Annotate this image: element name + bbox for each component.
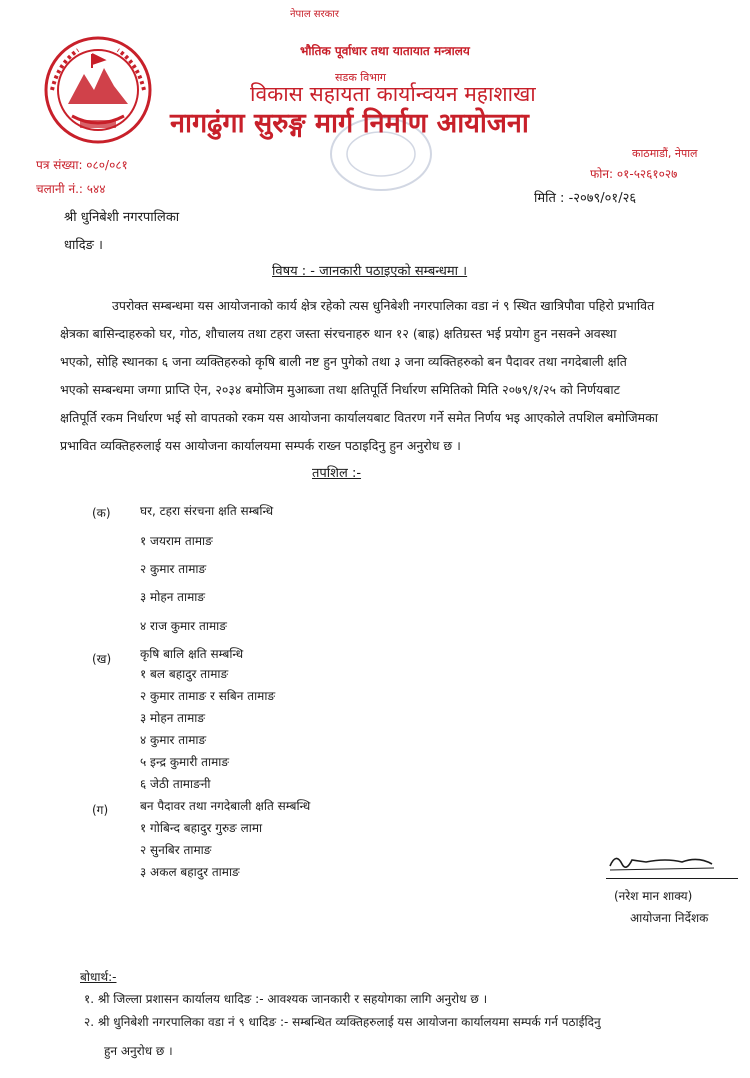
body-line: क्षेत्रका बासिन्दाहरुको घर, गोठ, शौचालय तथा टहरा जस्ता संरचनाहरु थान १२ (बाह्र) क्षतिग्रस्त भई प्रयोग हुन नसक्ने अवस्था: [60, 326, 617, 341]
signatory-title: आयोजना निर्देशक: [630, 911, 709, 925]
body-line: प्रभावित व्यक्तिहरुलाई यस आयोजना कार्यालयमा सम्पर्क राख्न पठाइदिनु हुन अनुरोध छ ।: [60, 438, 461, 453]
office-city: काठमाडौं, नेपाल: [632, 147, 698, 160]
recipient-name: श्री धुनिबेशी नगरपालिका: [64, 210, 180, 225]
handwritten-signature: [606, 848, 718, 876]
recipient-district: धादिङ ।: [64, 238, 103, 253]
list-item: २ कुमार तामाङ र सबिन तामाङ: [140, 689, 276, 703]
body-line: क्षतिपूर्ति रकम निर्धारण भई सो वापतको रकम यस आयोजना कार्यालयबाट वितरण गर्ने समेत निर्णय भइ आएकोले तपशिल बमोजिमका: [60, 410, 658, 425]
letter-body: [60, 292, 720, 460]
section-title: कृषि बालि क्षति सम्बन्धि: [140, 647, 244, 661]
cc-label: बोधार्थ:-: [80, 970, 117, 984]
section-marker: (क): [92, 506, 111, 520]
signatory-name: (नरेश मान शाक्य): [614, 889, 693, 903]
project-title: नागढुंगा सुरुङ्ग मार्ग निर्माण आयोजना: [170, 108, 529, 139]
body-line: भएको सम्बन्धमा जग्गा प्राप्ति ऐन, २०३४ बमोजिम मुआब्जा तथा क्षतिपूर्ति निर्धारण समितिको मिति २०७९/१/२५ को निर्णयबाट: [60, 382, 620, 397]
office-phone: फोन: ०१-५२६१०२७: [590, 167, 678, 181]
schedule-heading: तपशिल :-: [312, 466, 362, 481]
section-title: बन पैदावर तथा नगदेबाली क्षति सम्बन्धि: [140, 799, 311, 813]
letter-subject: विषय : - जानकारी पठाइएको सम्बन्धमा ।: [272, 264, 468, 279]
list-item: २ सुनबिर तामाङ: [140, 843, 212, 857]
section-marker: (ग): [92, 803, 109, 817]
division-name: विकास सहायता कार्यान्वयन महाशाखा: [250, 82, 536, 106]
list-item: १ बल बहादुर तामाङ: [140, 667, 229, 681]
cc-entry: १. श्री जिल्ला प्रशासन कार्यालय धादिङ :- आवश्यक जानकारी र सहयोगका लागि अनुरोध छ ।: [84, 992, 488, 1006]
section-marker: (ख): [92, 652, 112, 666]
dispatch-number: चलानी नं.: ५४४: [36, 182, 106, 196]
cc-entry-continuation: हुन अनुरोध छ ।: [104, 1044, 173, 1058]
list-item: १ गोबिन्द बहादुर गुरुङ लामा: [140, 821, 263, 835]
list-item: ३ अकल बहादुर तामाङ: [140, 865, 240, 879]
letter-number: पत्र संख्या: ०८०/०८१: [36, 158, 128, 172]
signature-line: [606, 878, 738, 879]
list-item: ४ कुमार तामाङ: [140, 733, 207, 747]
body-line: भएको, सोहि स्थानका ६ जना व्यक्तिहरुको कृषि बाली नष्ट हुन पुगेको तथा ३ जना व्यक्तिहरुको बन पैदावर तथा नगदेबाली क्षति: [60, 354, 627, 369]
letter-date: मिति : -२०७९/०१/२६: [534, 191, 637, 206]
list-item: ६ जेठी तामाङनी: [140, 777, 211, 791]
nepal-emblem-logo: [42, 34, 154, 146]
cc-entry: २. श्री धुनिबेशी नगरपालिका वडा नं ९ धादिङ :- सम्बन्धित व्यक्तिहरुलाई यस आयोजना कार्यालयमा सम्पर्क गर्न पठाईदिनु: [84, 1015, 601, 1029]
list-item: ५ इन्द्र कुमारी तामाङ: [140, 755, 230, 769]
government-label: नेपाल सरकार: [290, 9, 339, 20]
list-item: १ जयराम तामाङ: [140, 534, 213, 548]
list-item: ४ राज कुमार तामाङ: [140, 619, 227, 633]
list-item: २ कुमार तामाङ: [140, 562, 207, 576]
body-line: उपरोक्त सम्बन्धमा यस आयोजनाको कार्य क्षेत्र रहेको त्यस धुनिबेशी नगरपालिका वडा नं ९ स्थित खात्रिपौवा पहिरो प्रभावित: [112, 298, 655, 313]
department-name: सडक विभाग: [335, 71, 387, 84]
ministry-name: भौतिक पूर्वाधार तथा यातायात मन्त्रालय: [300, 44, 470, 58]
list-item: ३ मोहन तामाङ: [140, 711, 206, 725]
list-item: ३ मोहन तामाङ: [140, 590, 206, 604]
section-title: घर, टहरा संरचना क्षति सम्बन्धि: [140, 504, 274, 518]
